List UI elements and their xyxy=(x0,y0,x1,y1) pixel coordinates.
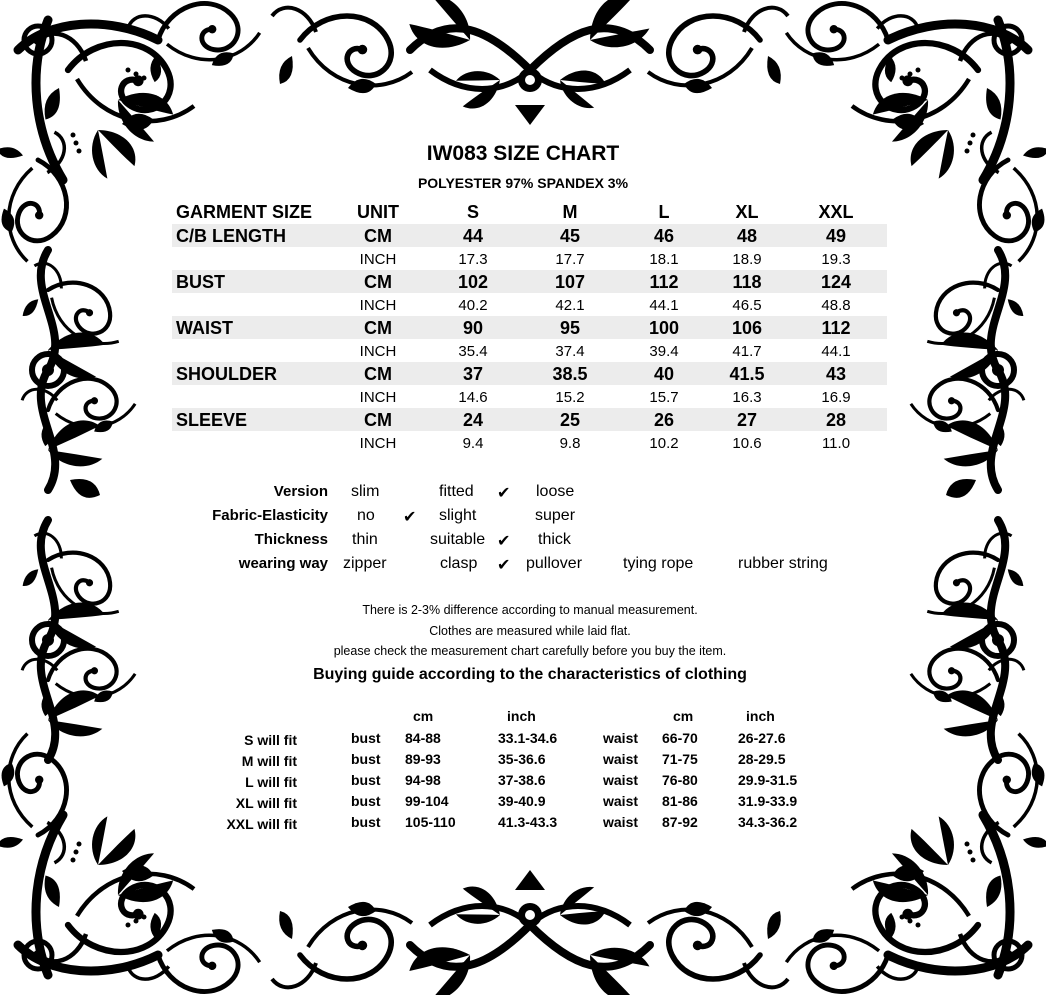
cm-value: 112 xyxy=(821,318,851,338)
cm-value: 40 xyxy=(653,364,675,384)
row-label: BUST xyxy=(176,272,225,292)
wearing-option: pullover xyxy=(526,555,583,572)
bust-inch: 35-36.6 xyxy=(498,751,546,767)
waist-inch: 34.3-36.2 xyxy=(738,814,798,830)
elasticity-label: Fabric-Elasticity xyxy=(212,507,328,524)
guide-header-cm: cm xyxy=(413,708,434,724)
guide-header-cm: cm xyxy=(673,708,694,724)
inch-value: 44.1 xyxy=(649,297,679,314)
cm-value: 43 xyxy=(825,364,847,384)
cm-value: 38.5 xyxy=(552,364,588,384)
unit-inch: INCH xyxy=(359,435,397,452)
inch-value: 48.8 xyxy=(821,297,851,314)
waist-label: waist xyxy=(603,772,639,788)
corner-bottom-right xyxy=(780,730,1046,995)
waist-cm: 76-80 xyxy=(662,772,698,788)
fit-label: XXL will fit xyxy=(226,816,297,832)
header-size-l: L xyxy=(658,202,670,222)
row-label: SHOULDER xyxy=(176,364,278,384)
version-option: slim xyxy=(351,483,380,500)
header-unit: UNIT xyxy=(357,202,399,222)
waist-label: waist xyxy=(603,793,639,809)
wearing-option: rubber string xyxy=(738,555,828,572)
bust-cm: 89-93 xyxy=(405,751,441,767)
fit-label: L will fit xyxy=(245,774,297,790)
cm-value: 118 xyxy=(732,272,762,292)
cm-value: 106 xyxy=(731,318,763,338)
chart-title: IW083 SIZE CHART xyxy=(426,142,620,165)
cm-value: 90 xyxy=(462,318,484,338)
inch-value: 46.5 xyxy=(732,297,762,314)
waist-inch: 29.9-31.5 xyxy=(738,772,798,788)
fit-label: XL will fit xyxy=(235,795,297,811)
waist-inch: 31.9-33.9 xyxy=(738,793,798,809)
waist-cm: 71-75 xyxy=(662,751,698,767)
bust-label: bust xyxy=(351,751,381,767)
inch-value: 10.2 xyxy=(649,435,679,452)
header-size-xxl: XXL xyxy=(818,202,854,222)
header-size-m: M xyxy=(562,202,578,222)
elasticity-option: no xyxy=(357,507,375,524)
fit-label: M will fit xyxy=(241,753,297,769)
bust-inch: 37-38.6 xyxy=(498,772,546,788)
inch-value: 17.3 xyxy=(458,251,488,268)
inch-value: 41.7 xyxy=(732,343,762,360)
wearing-option: zipper xyxy=(343,555,387,572)
corner-bottom-left xyxy=(0,730,266,995)
cm-value: 102 xyxy=(457,272,489,292)
cm-value: 28 xyxy=(825,410,847,430)
row-label: C/B LENGTH xyxy=(176,226,286,246)
waist-cm: 81-86 xyxy=(662,793,698,809)
cm-value: 26 xyxy=(653,410,675,430)
version-option: fitted xyxy=(439,483,474,500)
waist-cm: 66-70 xyxy=(662,730,698,746)
elasticity-option: slight xyxy=(439,507,477,524)
inch-value: 10.6 xyxy=(732,435,762,452)
unit-cm: CM xyxy=(364,318,392,338)
inch-value: 18.9 xyxy=(732,251,762,268)
elasticity-option: super xyxy=(535,507,576,524)
inch-value: 42.1 xyxy=(555,297,585,314)
bust-cm: 94-98 xyxy=(405,772,441,788)
cm-value: 25 xyxy=(559,410,581,430)
wearing-option: clasp xyxy=(440,555,478,572)
waist-label: waist xyxy=(603,730,639,746)
cm-value: 46 xyxy=(653,226,675,246)
cm-value: 112 xyxy=(649,272,679,292)
waist-label: waist xyxy=(603,814,639,830)
inch-value: 15.7 xyxy=(649,389,679,406)
cm-value: 107 xyxy=(554,272,586,292)
note-line: please check the measurement chart carefully before you buy the item. xyxy=(333,644,727,658)
check-icon: ✔ xyxy=(403,509,417,526)
check-icon: ✔ xyxy=(497,485,511,502)
inch-value: 35.4 xyxy=(458,343,488,360)
cm-value: 44 xyxy=(462,226,484,246)
buying-guide-title: Buying guide according to the characteristics of clothing xyxy=(313,666,747,683)
inch-value: 40.2 xyxy=(458,297,488,314)
bust-cm: 105-110 xyxy=(405,814,456,830)
wearing-way-label: wearing way xyxy=(238,555,328,572)
inch-value: 37.4 xyxy=(555,343,585,360)
unit-inch: INCH xyxy=(359,343,397,360)
bust-inch: 41.3-43.3 xyxy=(498,814,558,830)
bust-cm: 84-88 xyxy=(405,730,441,746)
unit-inch: INCH xyxy=(359,389,397,406)
bust-cm: 99-104 xyxy=(405,793,449,809)
bust-inch: 39-40.9 xyxy=(498,793,546,809)
inch-value: 44.1 xyxy=(821,343,851,360)
guide-header-inch: inch xyxy=(746,708,775,724)
inch-value: 9.4 xyxy=(462,435,484,452)
unit-inch: INCH xyxy=(359,297,397,314)
bust-label: bust xyxy=(351,772,381,788)
check-icon: ✔ xyxy=(497,533,511,550)
unit-inch: INCH xyxy=(359,251,397,268)
bust-inch: 33.1-34.6 xyxy=(498,730,558,746)
fit-label: S will fit xyxy=(244,732,297,748)
note-line: Clothes are measured while laid flat. xyxy=(429,624,631,638)
inch-value: 16.9 xyxy=(821,389,851,406)
cm-value: 49 xyxy=(825,226,847,246)
check-icon: ✔ xyxy=(497,557,511,574)
inch-value: 15.2 xyxy=(555,389,585,406)
guide-header-inch: inch xyxy=(507,708,536,724)
cm-value: 48 xyxy=(736,226,758,246)
header-size-s: S xyxy=(466,202,479,222)
row-label: SLEEVE xyxy=(176,410,248,430)
bust-label: bust xyxy=(351,730,381,746)
unit-cm: CM xyxy=(364,272,392,292)
unit-cm: CM xyxy=(364,364,392,384)
inch-value: 17.7 xyxy=(555,251,585,268)
inch-value: 14.6 xyxy=(458,389,488,406)
cm-value: 27 xyxy=(736,410,758,430)
version-option: loose xyxy=(536,483,575,500)
cm-value: 45 xyxy=(559,226,581,246)
header-garment-size: GARMENT SIZE xyxy=(176,202,313,222)
waist-label: waist xyxy=(603,751,639,767)
fabric-composition: POLYESTER 97% SPANDEX 3% xyxy=(417,175,629,191)
row-label: WAIST xyxy=(176,318,233,338)
unit-cm: CM xyxy=(364,410,392,430)
cm-value: 124 xyxy=(820,272,852,292)
cm-value: 37 xyxy=(462,364,484,384)
waist-cm: 87-92 xyxy=(662,814,698,830)
thickness-option: thin xyxy=(352,531,378,548)
waist-inch: 28-29.5 xyxy=(738,751,786,767)
inch-value: 18.1 xyxy=(649,251,679,268)
thickness-label: Thickness xyxy=(254,531,328,548)
bust-label: bust xyxy=(351,793,381,809)
thickness-option: suitable xyxy=(430,531,486,548)
inch-value: 16.3 xyxy=(732,389,762,406)
thickness-option: thick xyxy=(538,531,571,548)
wearing-option: tying rope xyxy=(623,555,694,572)
note-line: There is 2-3% difference according to manual measurement. xyxy=(362,603,698,617)
cm-value: 95 xyxy=(559,318,581,338)
bust-label: bust xyxy=(351,814,381,830)
cm-value: 41.5 xyxy=(729,364,765,384)
inch-value: 19.3 xyxy=(821,251,851,268)
header-size-xl: XL xyxy=(735,202,759,222)
inch-value: 11.0 xyxy=(821,435,851,452)
inch-value: 9.8 xyxy=(559,435,581,452)
waist-inch: 26-27.6 xyxy=(738,730,786,746)
inch-value: 39.4 xyxy=(649,343,679,360)
cm-value: 100 xyxy=(648,318,680,338)
cm-value: 24 xyxy=(462,410,484,430)
unit-cm: CM xyxy=(364,226,392,246)
version-label: Version xyxy=(273,483,328,500)
